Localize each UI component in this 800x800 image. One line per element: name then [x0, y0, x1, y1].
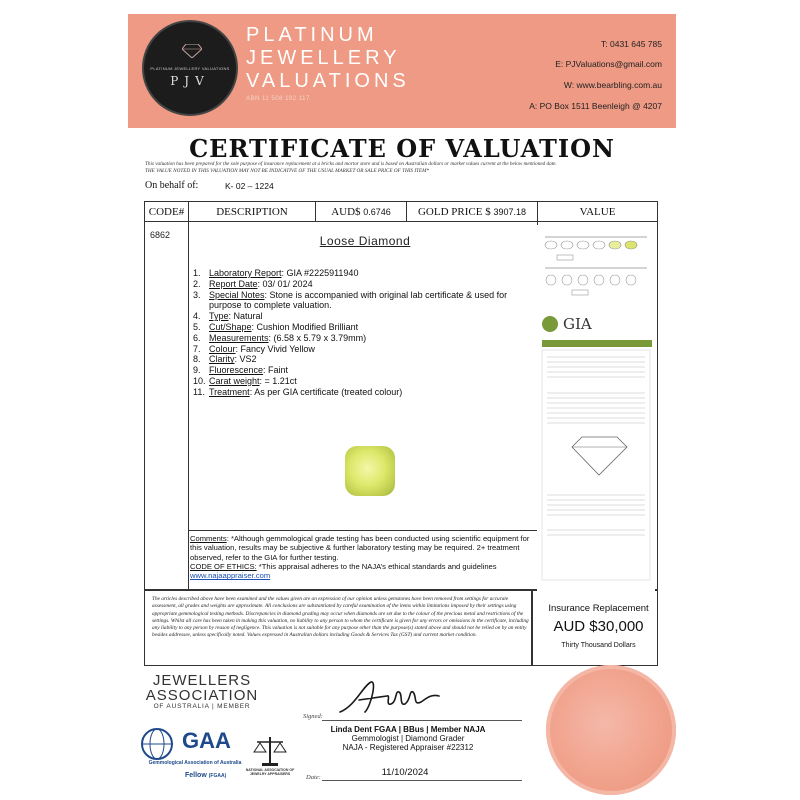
insurance-amount-words: Thirty Thousand Dollars [561, 642, 636, 649]
date-label: Date: [306, 774, 321, 781]
list-item: 11. Treatment : As per GIA certificate (treated colour) [193, 386, 403, 397]
gold-price-header: GOLD PRICE $ 3907.18 [406, 201, 538, 222]
address-contact: A: PO Box 1511 Beenleigh @ 4207 [529, 101, 662, 111]
list-item: 8. Clarity : VS2 [193, 354, 257, 365]
aud-rate-header: AUD$ 0.6746 [315, 201, 407, 222]
value-header: VALUE [537, 201, 658, 222]
scales-of-justice-icon [252, 735, 288, 767]
signer-role: Gemmologist | Diamond Grader [351, 734, 465, 743]
diamond-icon [182, 44, 202, 58]
pjv-logo [142, 20, 238, 116]
list-item: 1. Laboratory Report : GIA #2225911940 [193, 268, 359, 278]
gia-report-thumbnail [537, 225, 655, 595]
list-item: purpose to complete valuation. [209, 300, 332, 311]
signature-image [335, 676, 445, 718]
description-header: DESCRIPTION [188, 201, 316, 222]
list-item: 5. Cut/Shape : Cushion Modified Brilliant [193, 321, 359, 332]
item-title: Loose Diamond [319, 234, 411, 248]
naja-logo-text: NATIONAL ASSOCIATION OF JEWELRY APPRAISERS [245, 768, 295, 776]
email-contact: E: PJValuations@gmail.com [555, 59, 662, 69]
gaa-full-name: Gemmological Association of Australia [148, 760, 242, 766]
code-header: CODE# [144, 201, 189, 222]
item-code: 6862 [150, 230, 171, 240]
date-line [322, 780, 522, 781]
ethics-text: *This appraisal adheres to the NAJA’s ethical standards and guidelines [256, 561, 497, 571]
insurance-amount: AUD $30,000 [553, 618, 644, 635]
gia-logo: GIA [563, 315, 592, 333]
list-item: 6. Measurements : (6.58 x 5.79 x 3.79mm) [193, 332, 367, 343]
list-item: 3. Special Notes : Stone is accompanied with original lab certificate & used for [193, 289, 508, 300]
logo-initials: PJV [170, 74, 210, 88]
ethics-label: CODE OF ETHICS: [190, 561, 257, 571]
list-item: 4. Type : Natural [193, 311, 263, 322]
list-item: 9. Fluorescence : Faint [193, 365, 289, 376]
date-value: 11/10/2024 [381, 767, 429, 778]
logo-small-text: PLATINUM JEWELLERY VALUATIONS [150, 66, 230, 71]
list-item: 2. Report Date : 03/ 01/ 2024 [193, 278, 313, 289]
signer-naja: NAJA - Registered Appraiser #22312 [342, 743, 474, 752]
jewellers-association-logo: JEWELLERS ASSOCIATION [145, 672, 259, 704]
insurance-title: Insurance Replacement [548, 603, 649, 614]
yellow-diamond-image [345, 446, 395, 496]
on-behalf-value: K- 02 – 1224 [225, 181, 274, 191]
comments-text: : *Although gemmological grade testing has been conducted using scientific equipment for this valuation, results may be subjective & further laboratory testing may be required. 2+ treatment observed, refer to the GIA for further testing. [190, 534, 530, 562]
brand-name: PLATINUM JEWELLERY VALUATIONS [246, 24, 410, 92]
comments-section [190, 534, 536, 580]
disclaimer-text: The articles described above have been examined and the values given are an expression of our opinion unless gemstones have been removed from settings for accurate assessment, all grades and weights are approximate. All conclusions are substantiated by careful examination of the items within limitations imposed by their settings using appropriate gemmological testing methods. Discrepancies in diamond grading may occur when diamonds are set due to the colour of the precious metal and restrictions of the settings. Whilst all care has been taken in making this valuation, no liability to any person to whom the certificate is given for any errors or omissions in the certificate, including any liability to any person by reason of negligence. This valuation is not suitable for any purpose other than the purpose(s) stated above and should not be relied on by an entity besides addressee, unless specifically noted. Values expressed in Australian dollars including Goods & Services Tax (GST) and current market condition. [152, 596, 529, 639]
comments-label: Comments [190, 534, 227, 543]
signer-name: Linda Dent FGAA | BBus | Member NAJA [330, 725, 486, 734]
gaa-fellow: Fellow (FGAA) [185, 772, 227, 779]
signed-label: Signed: [303, 713, 323, 720]
intro-text: This valuation has been prepared for the sole purpose of insurance replacement at a bricks and mortar store and is based on Australian dollars or market values current at the below mentioned date. THE VALUE NOTED IN THIS VALUATION MAY NOT BE INDICATIVE OF THE USUAL MARKET OR SALE PRICE OF THIS ITEM* [145, 161, 557, 174]
comments-divider [188, 530, 537, 531]
abn-number: ABN 11 508 192 117 [246, 96, 310, 102]
gia-report-bar [542, 340, 652, 347]
column-divider-left [188, 201, 189, 590]
list-item: 10. Carat weight : = 1.21ct [193, 375, 297, 386]
item-details-list [193, 268, 533, 398]
certificate-title: CERTIFICATE OF VALUATION [189, 134, 615, 163]
signer-details [323, 725, 493, 752]
phone-contact: T: 0431 645 785 [601, 39, 662, 49]
on-behalf-label: On behalf of: [145, 180, 199, 191]
signature-line [322, 720, 522, 721]
list-item: 7. Colour : Fancy Vivid Yellow [193, 343, 315, 354]
naja-link[interactable]: www.najaappraiser.com [190, 571, 271, 581]
jewellers-association-member: OF AUSTRALIA | MEMBER [153, 703, 251, 710]
web-contact: W: www.bearbling.com.au [563, 80, 662, 90]
gaa-logo: GAA [182, 728, 231, 753]
embossed-seal [546, 665, 676, 795]
